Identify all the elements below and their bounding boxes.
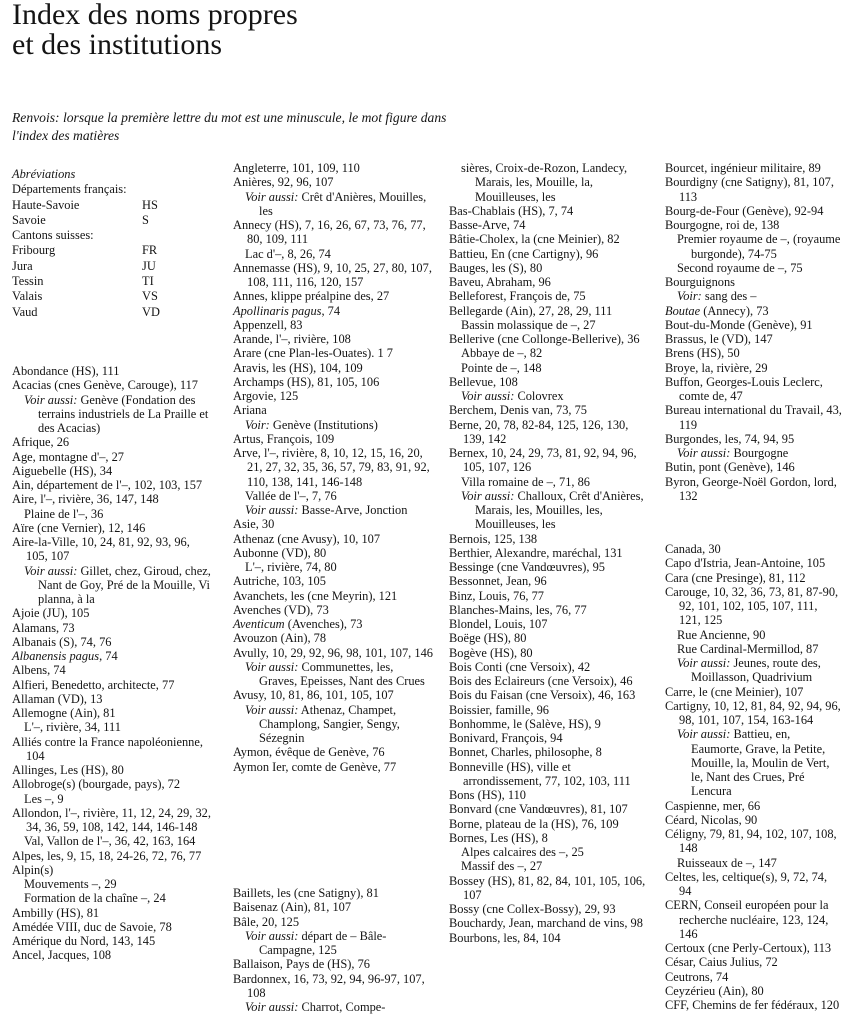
index-entry: Avenches (VD), 73 xyxy=(233,602,329,617)
index-entry: Aventicum (Avenches), 73 xyxy=(233,617,363,631)
index-entry: Bourguignons xyxy=(665,275,735,289)
index-letter-block xyxy=(233,886,433,1014)
index-entry: Ain, département de l'–, 102, 103, 157 xyxy=(12,478,203,492)
index-entry: Bellevue, 108 xyxy=(449,374,518,389)
index-entry: Cara (cne Presinge), 81, 112 xyxy=(665,570,806,585)
index-entry: Bellegarde (Ain), 27, 28, 29, 111 xyxy=(449,303,613,318)
index-entry: Blondel, Louis, 107 xyxy=(449,617,548,631)
index-entry: Bout-du-Monde (Genève), 91 xyxy=(665,317,813,332)
index-subentry: Villa romaine de –, 71, 86 xyxy=(461,474,590,489)
index-subentry: Voir aussi: Charrot, Compe- xyxy=(245,1000,386,1014)
index-entry: Angleterre, 101, 109, 110 xyxy=(233,161,360,175)
index-entry: Ceyzérieu (Ain), 80 xyxy=(665,983,764,998)
index-entry: Amérique du Nord, 143, 145 xyxy=(12,934,156,948)
index-letter-block xyxy=(233,161,433,774)
index-subentry: Abbaye de –, 82 xyxy=(461,346,543,361)
index-entry: Boissier, famille, 96 xyxy=(449,702,549,717)
index-entry: Allobroge(s) (bourgade, pays), 72 xyxy=(12,777,181,792)
index-subentry: Plaine de l'–, 36 xyxy=(24,506,104,521)
index-entry: Caspienne, mer, 66 xyxy=(665,798,761,813)
index-subentry: Les –, 9 xyxy=(24,791,64,806)
abbreviation-row xyxy=(12,259,212,274)
index-entry: CERN, Conseil européen pour la recherche nucléaire, 123, 124, 146 xyxy=(665,898,829,941)
index-entry: Bourgogne, roi de, 138 xyxy=(665,218,780,232)
index-subentry: Formation de la chaîne –, 24 xyxy=(24,891,166,906)
index-entry: Argovie, 125 xyxy=(233,389,299,403)
abbreviation-code: JU xyxy=(142,258,156,273)
index-entry: Butin, pont (Genève), 146 xyxy=(665,460,795,475)
index-entry: Brassus, le (VD), 147 xyxy=(665,332,773,346)
index-subentry: Voir aussi: Basse-Arve, Jonction xyxy=(245,503,408,517)
index-entry: Aïre (cne Vernier), 12, 146 xyxy=(12,520,146,535)
subtitle-note: Renvois: lorsque la première lettre du mot est une minuscule, le mot figure dans l'index des matières xyxy=(12,110,447,143)
index-subentry: sières, Croix-de-Rozon, Landecy, Marais, les, Mouille, la, Mouilleuses, les xyxy=(461,161,628,204)
abbreviation-code: VS xyxy=(142,289,158,304)
index-entry: Arve, l'–, rivière, 8, 10, 12, 15, 16, 20, 21, 27, 32, 35, 36, 57, 79, 83, 91, 92, 110, 138, 141, 146-148 xyxy=(233,446,430,489)
index-entry: Alfieri, Benedetto, architecte, 77 xyxy=(12,677,175,692)
index-entry: Bornes, Les (HS), 8 xyxy=(449,830,548,845)
abbreviation-row xyxy=(12,274,212,289)
index-letter-block xyxy=(449,161,647,945)
index-entry: Broye, la, rivière, 29 xyxy=(665,360,768,375)
index-letter-block xyxy=(665,161,842,503)
abbreviation-label: Jura xyxy=(12,258,33,273)
index-entry: Bernex, 10, 24, 29, 73, 81, 92, 94, 96, 105, 107, 126 xyxy=(449,446,637,475)
index-entry: Ballaison, Pays de (HS), 76 xyxy=(233,957,370,972)
index-entry: Borne, plateau de la (HS), 76, 109 xyxy=(449,816,619,831)
index-entry: Ancel, Jacques, 108 xyxy=(12,948,112,963)
index-entry: Bauges, les (S), 80 xyxy=(449,260,543,275)
index-subentry: Vallée de l'–, 7, 76 xyxy=(245,488,337,503)
index-entry: Amédée VIII, duc de Savoie, 78 xyxy=(12,919,172,934)
index-subentry: Voir aussi: départ de – Bâle-Campagne, 125 xyxy=(245,928,387,957)
page-title-line-1: Index des noms propres xyxy=(12,0,298,31)
index-entry: Bessonnet, Jean, 96 xyxy=(449,574,547,589)
index-entry: Bois Conti (cne Versoix), 42 xyxy=(449,659,591,674)
index-entry: Archamps (HS), 81, 105, 106 xyxy=(233,374,380,389)
abbreviation-row xyxy=(12,243,212,258)
index-entry: Buffon, Georges-Louis Leclerc, comte de, 47 xyxy=(665,374,823,403)
index-subentry: Voir: sang des – xyxy=(677,289,757,304)
abbreviation-label: Savoie xyxy=(12,212,46,227)
index-entry: Annecy (HS), 7, 16, 26, 67, 73, 76, 77, 80, 109, 111 xyxy=(233,218,426,247)
index-entry: Baisenaz (Ain), 81, 107 xyxy=(233,900,352,915)
index-subentry: Voir: Genève (Institutions) xyxy=(245,417,378,432)
abbreviation-row xyxy=(12,198,212,213)
index-entry: Acacias (cnes Genève, Carouge), 117 xyxy=(12,378,199,393)
index-entry: Arande, l'–, rivière, 108 xyxy=(233,332,351,346)
index-entry: Aire-la-Ville, 10, 24, 81, 92, 93, 96, 105, 107 xyxy=(12,535,190,564)
index-entry: Bonivard, François, 94 xyxy=(449,731,563,745)
index-entry: Artus, François, 109 xyxy=(233,431,335,446)
index-entry: Bureau international du Travail, 43, 119 xyxy=(665,403,842,432)
abbreviation-label: Haute-Savoie xyxy=(12,197,80,212)
abbreviation-label: Vaud xyxy=(12,304,38,319)
index-entry: Allaman (VD), 13 xyxy=(12,691,103,706)
index-entry: Avusy, 10, 81, 86, 101, 105, 107 xyxy=(233,688,394,703)
index-entry: Avouzon (Ain), 78 xyxy=(233,631,327,646)
index-entry: Bons (HS), 110 xyxy=(449,788,526,802)
index-entry: Bogève (HS), 80 xyxy=(449,645,533,660)
index-entry: Bonhomme, le (Salève, HS), 9 xyxy=(449,716,601,731)
index-subentry: Second royaume de –, 75 xyxy=(677,260,803,275)
index-subentry: Premier royaume de –, (royaume burgonde), 74-75 xyxy=(677,232,841,261)
index-subentry: Lac d'–, 8, 26, 74 xyxy=(245,246,331,261)
index-subentry: Bassin molassique de –, 27 xyxy=(461,317,596,332)
index-subentry: Voir aussi: Battieu, en, Eaumorte, Grave, la Petite, Mouille, la, Moulin de Vert, le, Nant des Crues, Pré Lencura xyxy=(677,727,830,799)
index-entry: Berne, 20, 78, 82-84, 125, 126, 130, 139, 142 xyxy=(449,417,629,446)
index-letter-block xyxy=(665,542,842,1012)
index-entry: Aravis, les (HS), 104, 109 xyxy=(233,360,363,375)
index-subentry: Voir aussi: Genève (Fondation des terrains industriels de La Praille et des Acacias) xyxy=(24,392,209,435)
index-entry: Bonnet, Charles, philosophe, 8 xyxy=(449,745,602,760)
departments-heading: Départements français: xyxy=(12,182,127,197)
index-entry: Apollinaris pagus, 74 xyxy=(233,303,341,318)
abbreviations-heading: Abréviations xyxy=(12,167,76,181)
index-entry: Blanches-Mains, les, 76, 77 xyxy=(449,602,587,617)
index-entry: Byron, George-Noël Gordon, lord, 132 xyxy=(665,474,837,503)
index-entry: Berthier, Alexandre, maréchal, 131 xyxy=(449,545,623,560)
index-entry: Aymon, évêque de Genève, 76 xyxy=(233,745,385,760)
index-subentry: Voir aussi: Colovrex xyxy=(461,389,564,403)
index-entry: CFF, Chemins de fer fédéraux, 120 xyxy=(665,998,840,1012)
abbreviation-label: Valais xyxy=(12,289,43,304)
index-entry: Athenaz (cne Avusy), 10, 107 xyxy=(233,531,381,546)
abbreviation-code: HS xyxy=(142,197,158,212)
index-entry: Bourcet, ingénieur militaire, 89 xyxy=(665,161,821,175)
index-entry: Belleforest, François de, 75 xyxy=(449,289,586,304)
index-entry: Ambilly (HS), 81 xyxy=(12,905,100,920)
index-entry: Afrique, 26 xyxy=(12,435,70,450)
index-subentry: L'–, rivière, 74, 80 xyxy=(245,560,337,574)
index-entry: Aire, l'–, rivière, 36, 147, 148 xyxy=(12,492,159,507)
index-entry: Avanchets, les (cne Meyrin), 121 xyxy=(233,588,398,603)
abbreviation-row xyxy=(12,305,212,320)
index-entry: Asie, 30 xyxy=(233,517,275,532)
index-subentry: Pointe de –, 148 xyxy=(461,360,542,375)
index-entry: Bessinge (cne Vandœuvres), 95 xyxy=(449,560,605,574)
index-entry: Bouchardy, Jean, marchand de vins, 98 xyxy=(449,916,643,931)
index-entry: Appenzell, 83 xyxy=(233,317,303,332)
index-entry: Albanensis pagus, 74 xyxy=(12,649,118,663)
index-entry: Bellerive (cne Collonge-Bellerive), 36 xyxy=(449,332,640,346)
cantons-heading: Cantons suisses: xyxy=(12,228,94,243)
index-entry: Cartigny, 10, 12, 81, 84, 92, 94, 96, 98, 101, 107, 154, 163-164 xyxy=(665,698,841,727)
index-entry: Bâtie-Cholex, la (cne Meinier), 82 xyxy=(449,232,620,247)
index-entry: Autriche, 103, 105 xyxy=(233,574,326,589)
index-entry: Carre, le (cne Meinier), 107 xyxy=(665,684,804,699)
index-entry: Bourg-de-Four (Genève), 92-94 xyxy=(665,203,824,218)
index-subentry: Voir aussi: Challoux, Crêt d'Anières, Marais, les, Mouilles, les, Mouilleuses, les xyxy=(461,488,644,532)
index-entry: Alamans, 73 xyxy=(12,620,75,635)
index-subentry: Voir aussi: Gillet, chez, Giroud, chez, Nant de Goy, Pré de la Mouille, Vi planna, à la xyxy=(24,563,211,606)
index-subentry: Mouvements –, 29 xyxy=(24,877,117,891)
index-entry: Berchem, Denis van, 73, 75 xyxy=(449,403,587,418)
index-entry: Bernois, 125, 138 xyxy=(449,531,538,546)
index-entry: Allinges, Les (HS), 80 xyxy=(12,763,124,777)
index-entry: Bossy (cne Collex-Bossy), 29, 93 xyxy=(449,902,616,916)
index-subentry: Val, Vallon de l'–, 36, 42, 163, 164 xyxy=(24,834,196,849)
index-entry: Bâle, 20, 125 xyxy=(233,914,300,929)
index-entry: Bourdigny (cne Satigny), 81, 107, 113 xyxy=(665,175,834,204)
index-entry: Boëge (HS), 80 xyxy=(449,631,527,646)
index-entry: Annemasse (HS), 9, 10, 25, 27, 80, 107, 108, 111, 116, 120, 157 xyxy=(233,260,432,289)
index-entry: Celtes, les, celtique(s), 9, 72, 74, 94 xyxy=(665,869,828,898)
index-subentry: Rue Ancienne, 90 xyxy=(677,627,766,642)
index-entry: Alliés contre la France napoléonienne, 104 xyxy=(12,734,203,763)
index-entry: César, Caius Julius, 72 xyxy=(665,955,778,970)
index-entry: Céard, Nicolas, 90 xyxy=(665,812,758,827)
index-entry: Bonneville (HS), ville et arrondissement, 77, 102, 103, 111 xyxy=(449,759,631,788)
index-entry: Binz, Louis, 76, 77 xyxy=(449,588,544,603)
abbreviation-code: VD xyxy=(142,304,160,319)
index-entry: Bas-Chablais (HS), 7, 74 xyxy=(449,203,574,218)
index-entry: Aymon Ier, comte de Genève, 77 xyxy=(233,759,397,774)
index-subentry: Voir aussi: Bourgogne xyxy=(677,446,789,460)
index-entry: Baillets, les (cne Satigny), 81 xyxy=(233,886,379,900)
index-entry: Carouge, 10, 32, 36, 73, 81, 87-90, 92, 101, 102, 105, 107, 111, 121, 125 xyxy=(665,584,839,628)
index-subentry: Ruisseaux de –, 147 xyxy=(677,855,777,870)
index-entry: Ariana xyxy=(233,403,267,418)
index-subentry: Alpes calcaires des –, 25 xyxy=(461,845,584,859)
index-entry: Bonvard (cne Vandœuvres), 81, 107 xyxy=(449,802,628,817)
abbreviation-code: FR xyxy=(142,243,158,258)
abbreviation-code: TI xyxy=(142,274,154,289)
index-entry: Brens (HS), 50 xyxy=(665,346,740,361)
page-title xyxy=(12,0,298,60)
index-subentry: Rue Cardinal-Mermillod, 87 xyxy=(677,641,819,656)
index-entry: Ajoie (JU), 105 xyxy=(12,606,90,621)
index-entry: Age, montagne d'–, 27 xyxy=(12,449,125,464)
index-entry: Bossey (HS), 81, 82, 84, 101, 105, 106, 107 xyxy=(449,873,646,902)
index-entry: Anières, 92, 96, 107 xyxy=(233,175,334,190)
abbreviation-row xyxy=(12,213,212,228)
index-entry: Boutae (Annecy), 73 xyxy=(665,303,769,318)
index-entry: Albens, 74 xyxy=(12,663,66,678)
index-letter-block xyxy=(12,364,213,963)
index-entry: Céligny, 79, 81, 94, 102, 107, 108, 148 xyxy=(665,827,837,856)
index-entry: Alpin(s) xyxy=(12,862,54,877)
index-entry: Certoux (cne Perly-Certoux), 113 xyxy=(665,941,832,955)
index-entry: Abondance (HS), 111 xyxy=(12,364,120,378)
index-entry: Alpes, les, 9, 15, 18, 24-26, 72, 76, 77 xyxy=(12,848,202,863)
index-entry: Canada, 30 xyxy=(665,542,721,556)
index-entry: Aubonne (VD), 80 xyxy=(233,545,327,560)
index-subentry: Voir aussi: Jeunes, route des, Moillasson, Quadrivium xyxy=(677,656,821,685)
index-entry: Bois du Faisan (cne Versoix), 46, 163 xyxy=(449,688,636,703)
index-entry: Albanais (S), 74, 76 xyxy=(12,634,112,649)
index-entry: Battieu, En (cne Cartigny), 96 xyxy=(449,246,599,261)
index-entry: Annes, klippe préalpine des, 27 xyxy=(233,289,390,304)
index-entry: Burgondes, les, 74, 94, 95 xyxy=(665,431,795,446)
index-entry: Bois des Eclaireurs (cne Versoix), 46 xyxy=(449,674,633,688)
abbreviation-label: Tessin xyxy=(12,274,44,289)
index-entry: Bardonnex, 16, 73, 92, 94, 96-97, 107, 108 xyxy=(233,971,425,1000)
index-subentry: Voir aussi: Communettes, les, Graves, Epeisses, Nant des Crues xyxy=(245,659,425,688)
abbreviation-label: Fribourg xyxy=(12,243,56,258)
index-entry: Aiguebelle (HS), 34 xyxy=(12,463,113,478)
page-title-line-2: et des institutions xyxy=(12,28,222,61)
index-entry: Arare (cne Plan-les-Ouates). 1 7 xyxy=(233,346,393,361)
index-entry: Allemogne (Ain), 81 xyxy=(12,706,116,720)
index-entry: Bourbons, les, 84, 104 xyxy=(449,930,561,945)
index-entry: Avully, 10, 29, 92, 96, 98, 101, 107, 146 xyxy=(233,645,433,660)
index-subentry: L'–, rivière, 34, 111 xyxy=(24,720,121,735)
index-entry: Basse-Arve, 74 xyxy=(449,218,526,232)
abbreviations-box xyxy=(12,167,212,320)
index-entry: Ceutrons, 74 xyxy=(665,969,729,984)
index-subentry: Voir aussi: Athenaz, Champet, Champlong, Sangier, Sengy, Sézegnin xyxy=(245,702,400,745)
abbreviation-row xyxy=(12,289,212,304)
index-subentry: Massif des –, 27 xyxy=(461,859,543,874)
abbreviation-code: S xyxy=(142,212,149,227)
index-subentry: Voir aussi: Crêt d'Anières, Mouilles, les xyxy=(245,189,427,218)
index-entry: Allondon, l'–, rivière, 11, 12, 24, 29, 32, 34, 36, 59, 108, 142, 144, 146-148 xyxy=(12,805,211,834)
index-entry: Baveu, Abraham, 96 xyxy=(449,275,551,289)
index-entry: Capo d'Istria, Jean-Antoine, 105 xyxy=(665,556,826,571)
